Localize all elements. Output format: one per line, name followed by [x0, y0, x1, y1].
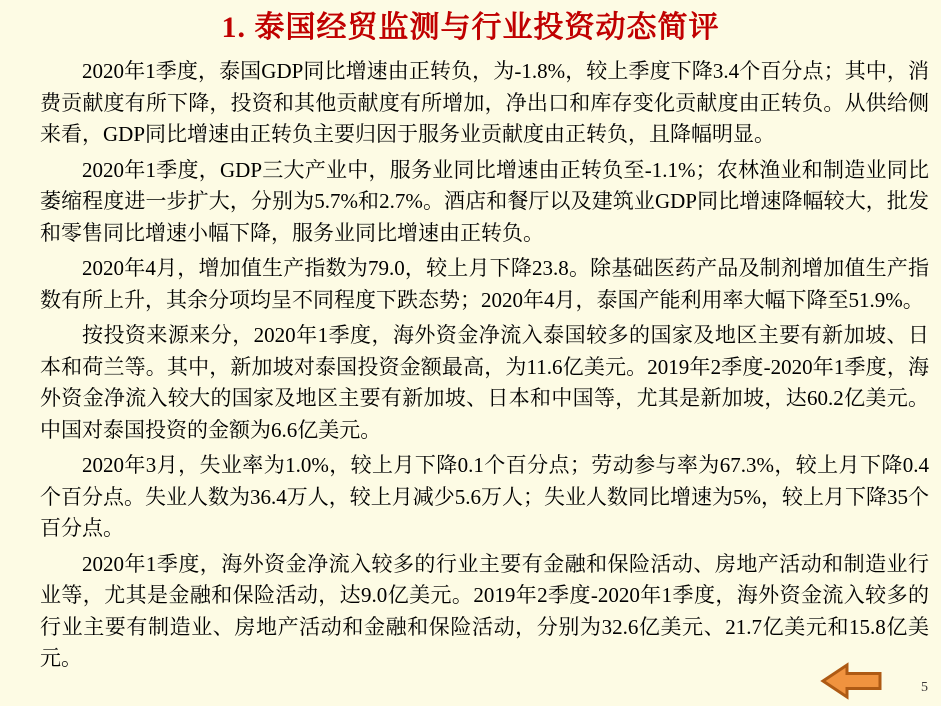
slide-body: [0, 48, 941, 675]
paragraph-investment-industries: 2020年1季度，海外资金净流入较多的行业主要有金融和保险活动、房地产活动和制造业行业等，尤其是金融和保险活动，达9.0亿美元。2019年2季度-2020年1季度，海外资金流入较多的行业主要有制造业、房地产活动和金融和保险活动，分别为32.6亿美元、21.7亿美元和15.8亿美元。: [40, 551, 929, 670]
paragraph-gdp-growth: 2020年1季度，泰国GDP同比增速由正转负，为-1.8%，较上季度下降3.4个百分点；其中，消费贡献度有所下降，投资和其他贡献度有所增加，净出口和库存变化贡献度由正转负。从供给侧来看，GDP同比增速由正转负主要归因于服务业贡献度由正转负，且降幅明显。: [40, 59, 929, 146]
slide-title: 1. 泰国经贸监测与行业投资动态简评: [221, 11, 720, 44]
paragraph-three-industries: 2020年1季度，GDP三大产业中，服务业同比增速由正转负至-1.1%；农林渔业和制造业同比萎缩程度进一步扩大，分别为5.7%和2.7%。酒店和餐厅以及建筑业GDP同比增速降幅较大，批发和零售同比增速小幅下降，服务业同比增速由正转负。: [40, 157, 929, 245]
paragraph-unemployment: 2020年3月，失业率为1.0%，较上月下降0.1个百分点；劳动参与率为67.3%，较上月下降0.4个百分点。失业人数为36.4万人，较上月减少5.6万人；失业人数同比增速为5%，较上月下降35个百分点。: [40, 453, 929, 540]
back-arrow-shape[interactable]: [823, 665, 880, 697]
paragraph-investment-sources: 按投资来源来分，2020年1季度，海外资金净流入泰国较多的国家及地区主要有新加坡、日本和荷兰等。其中，新加坡对泰国投资金额最高，为11.6亿美元。2019年2季度-2020年1季度，海外资金净流入较大的国家及地区主要有新加坡、日本和中国等，尤其是新加坡，达60.2亿美元。中国对泰国投资的金额为6.6亿美元。: [40, 323, 929, 442]
back-arrow-icon[interactable]: [820, 662, 884, 700]
paragraph-production-index: 2020年4月，增加值生产指数为79.0，较上月下降23.8。除基础医药产品及制剂增加值生产指数有所上升，其余分项均呈不同程度下跌态势；2020年4月，泰国产能利用率大幅下降至51.9%。: [40, 256, 929, 312]
page-number: 5: [921, 680, 928, 695]
